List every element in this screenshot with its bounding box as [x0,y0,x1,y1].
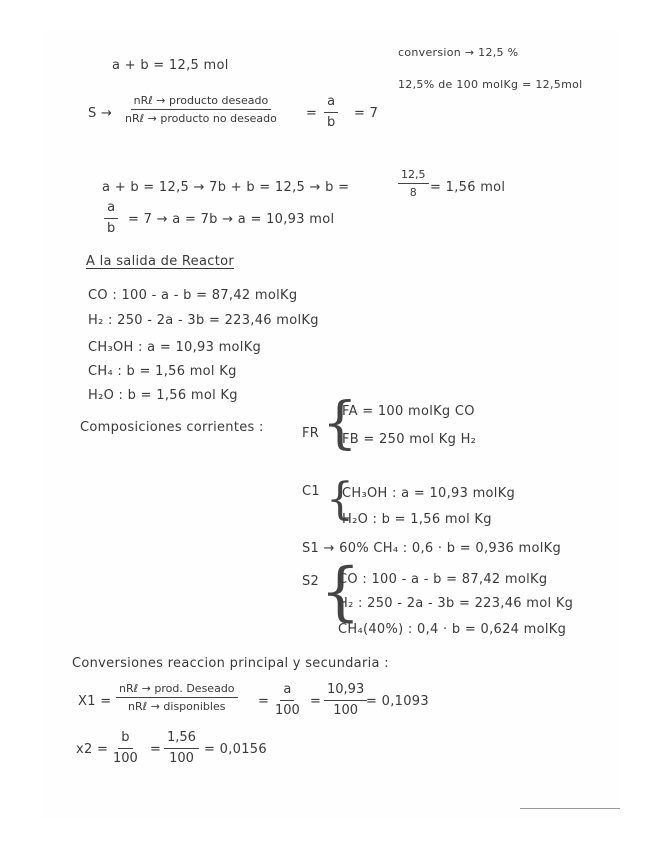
fr-brace: { [322,391,358,456]
conversion-label: conversion → 12,5 % [398,46,519,59]
selectivity-ab-numerator: a [324,94,338,113]
s2-line-ch4: CH₄(40%) : 0,4 · b = 0,624 molKg [338,622,567,637]
x2-value-numerator: 1,56 [164,730,199,749]
x1-a-numerator: a [280,682,294,701]
fr-line-fa: FA = 100 molKg CO [342,404,475,419]
equation-a-plus-b: a + b = 12,5 mol [112,58,229,73]
x1-result: = 0,1093 [366,694,429,709]
reactor-line-h2o: H₂O : b = 1,56 mol Kg [88,388,238,403]
selectivity-result: = 7 [354,106,379,121]
stream-s1-line: S1 → 60% CH₄ : 0,6 · b = 0,936 molKg [302,541,562,556]
selectivity-denominator: nRℓ → producto no deseado [125,112,277,126]
x1-fraction [116,682,238,713]
reactor-line-ch3oh: CH₃OH : a = 10,93 molKg [88,340,262,355]
x2-lhs: x2 = [76,742,109,757]
c1-line-ch3oh: CH₃OH : a = 10,93 molKg [342,486,516,501]
selectivity-numerator: nRℓ → producto deseado [131,94,272,110]
x1-lhs: X1 = [78,694,112,709]
solve-b-fraction [398,168,429,199]
x2-b-fraction [110,730,141,766]
solve-b-text: a + b = 12,5 → 7b + b = 12,5 → b = [102,180,350,195]
s2-line-h2: H₂ : 250 - 2a - 3b = 223,46 mol Kg [338,596,574,611]
solve-a-numerator: a [104,200,118,219]
reactor-line-co: CO : 100 - a - b = 87,42 molKg [88,288,298,303]
selectivity-ab-denominator: b [327,114,336,130]
s2-brace: { [320,555,361,629]
compositions-label: Composiciones corrientes : [80,420,264,435]
stream-c1-label: C1 [302,484,320,499]
fr-line-fb: FB = 250 mol Kg H₂ [342,432,477,447]
solve-a-fraction [104,200,118,236]
reactor-heading: A la salida de Reactor [86,254,234,269]
c1-line-h2o: H₂O : b = 1,56 mol Kg [342,512,492,527]
selectivity-ab-fraction [324,94,338,130]
s2-line-co: CO : 100 - a - b = 87,42 molKg [338,572,548,587]
x1-numerator: nRℓ → prod. Deseado [116,682,238,698]
x1-equals-2: = [310,694,322,709]
reactor-line-h2: H₂ : 250 - 2a - 3b = 223,46 molKg [88,313,319,328]
solve-a-denominator: b [107,220,116,236]
x1-value-denominator: 100 [333,702,359,718]
solve-b-denominator: 8 [409,186,417,200]
solve-a-text: = 7 → a = 7b → a = 10,93 mol [128,212,335,227]
x2-b-numerator: b [118,730,132,749]
x2-b-denominator: 100 [113,750,138,766]
x1-a-fraction [272,682,303,718]
x1-a-denominator: 100 [275,702,300,718]
x2-value-fraction [164,730,199,766]
stream-fr-label: FR [302,426,320,441]
conversion-detail: 12,5% de 100 molKg = 12,5mol [398,78,583,91]
c1-brace: { [326,474,354,525]
x2-result: = 0,0156 [204,742,267,757]
conversions-heading: Conversiones reaccion principal y secundaria : [72,656,389,671]
x1-denominator: nRℓ → disponibles [128,700,226,714]
selectivity-equals: = [306,106,318,121]
reactor-line-ch4: CH₄ : b = 1,56 mol Kg [88,364,237,379]
scan-edge-line [520,808,620,809]
stream-s2-label: S2 [302,574,320,589]
x1-value-numerator: 10,93 [324,682,367,701]
solve-b-result: = 1,56 mol [430,180,506,195]
x1-equals-1: = [258,694,270,709]
x2-value-denominator: 100 [169,750,194,766]
solve-b-numerator: 12,5 [398,168,429,184]
selectivity-fraction [122,94,280,125]
x2-equals-1: = [150,742,162,757]
x1-value-fraction [324,682,367,718]
selectivity-prefix: S → [88,106,113,121]
